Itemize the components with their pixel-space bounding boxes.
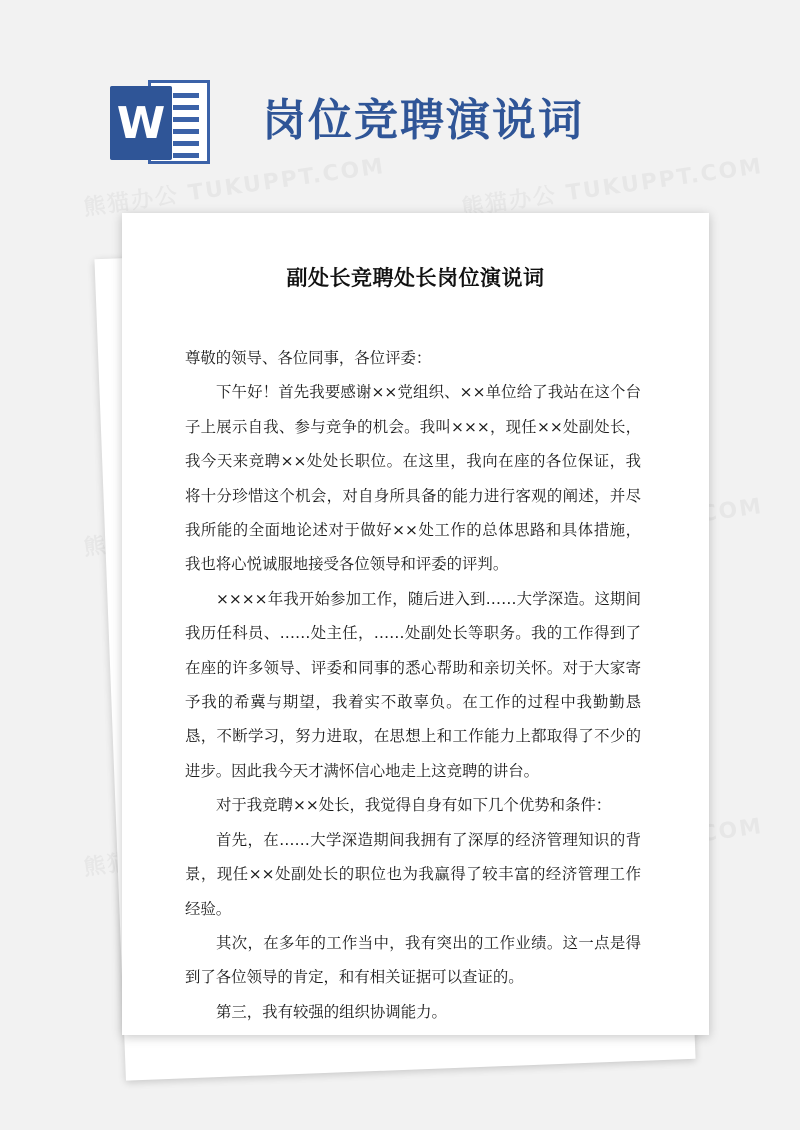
word-icon — [110, 72, 214, 172]
paragraph: 首先，在……大学深造期间我拥有了深厚的经济管理知识的背景，现任××处副处长的职位也为我赢得了较丰富的经济管理工作经验。 — [185, 830, 641, 918]
paragraph: 第三，我有较强的组织协调能力。 — [216, 1002, 447, 1021]
paragraph: 下午好！首先我要感谢××党组织、××单位给了我站在这个台子上展示自我、参与竞争的机会。我叫×××，现任××处副处长，我今天来竞聘××处处长职位。在这里，我向在座的各位保证，我将十分珍惜这个机会，对自身所具备的能力进行客观的阐述，并尽我所能的全面地论述对于做好××处工作的总体思路和具体措施，我也将心悦诚服地接受各位领导和评委的评判。 — [185, 383, 641, 574]
header-title: 岗位竞聘演说词 — [262, 95, 584, 146]
document-body — [185, 341, 641, 1029]
word-letter-badge: W — [110, 86, 172, 160]
paragraph: ××××年我开始参加工作，随后进入到……大学深造。这期间我历任科员、……处主任，……处副处长等职务。我的工作得到了在座的许多领导、评委和同事的悉心帮助和亲切关怀。对于大家寄予我的希冀与期望，我着实不敢辜负。在工作的过程中我勤勤恳恳，不断学习，努力进取，在思想上和工作能力上都取得了不少的进步。因此我今天才满怀信心地走上这竞聘的讲台。 — [185, 589, 641, 780]
paragraph: 对于我竞聘××处长，我觉得自身有如下几个优势和条件： — [216, 796, 612, 815]
paragraph: 其次，在多年的工作当中，我有突出的工作业绩。这一点是得到了各位领导的肯定，和有相关证据可以查证的。 — [185, 933, 641, 987]
greeting: 尊敬的领导、各位同事，各位评委： — [185, 349, 432, 367]
document-title: 副处长竞聘处长岗位演说词 — [286, 266, 545, 290]
